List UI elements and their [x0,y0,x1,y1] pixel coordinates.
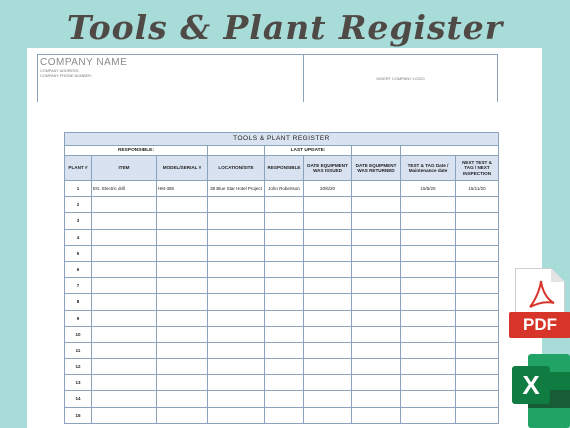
company-address: COMPANY ADDRESS: [40,69,80,73]
row-location[interactable] [208,197,265,213]
table-row [65,407,499,423]
table-row [65,326,499,342]
row-responsible[interactable] [265,375,304,391]
row-returned[interactable] [352,407,401,423]
row-plant-number: 11 [65,342,92,358]
row-item[interactable] [92,342,157,358]
table-row [65,181,499,197]
row-next-test[interactable] [456,342,499,358]
pdf-file-icon [515,268,565,318]
banner-title: Tools & Plant Register [66,8,504,47]
row-responsible[interactable] [265,359,304,375]
row-issued[interactable] [304,407,352,423]
row-model[interactable] [157,326,208,342]
row-item[interactable] [92,229,157,245]
row-model[interactable] [157,391,208,407]
row-item[interactable] [92,294,157,310]
row-plant-number: 2 [65,197,92,213]
row-test-tag[interactable] [401,342,456,358]
row-returned[interactable] [352,261,401,277]
row-next-test[interactable] [456,245,499,261]
row-issued[interactable] [304,197,352,213]
row-location[interactable] [208,359,265,375]
row-location[interactable] [208,375,265,391]
row-returned[interactable] [352,229,401,245]
table-row [65,294,499,310]
row-responsible[interactable] [265,294,304,310]
row-next-test[interactable] [456,278,499,294]
company-phone: COMPANY PHONE NUMBER: [40,74,92,78]
table-row [65,375,499,391]
col-header-location: LOCATION/SITE [208,156,265,181]
row-location[interactable]: 38 Blue Star Hotel Project [208,181,265,197]
row-returned[interactable] [352,213,401,229]
row-issued[interactable] [304,261,352,277]
row-plant-number: 8 [65,294,92,310]
table-row [65,310,499,326]
row-plant-number: 14 [65,391,92,407]
row-issued[interactable] [304,310,352,326]
row-next-test[interactable] [456,326,499,342]
row-next-test[interactable] [456,261,499,277]
row-plant-number: 1 [65,181,92,197]
row-test-tag[interactable] [401,229,456,245]
table-row [65,245,499,261]
col-header-model: MODEL/SERIAL # [157,156,208,181]
col-header-item: ITEM [92,156,157,181]
table-row [65,229,499,245]
row-plant-number: 15 [65,407,92,423]
row-location[interactable] [208,213,265,229]
row-location[interactable] [208,326,265,342]
row-model[interactable] [157,245,208,261]
row-location[interactable] [208,261,265,277]
row-model[interactable]: HM-385 [157,181,208,197]
row-item[interactable] [92,213,157,229]
row-model[interactable] [157,359,208,375]
row-issued[interactable] [304,229,352,245]
row-location[interactable] [208,229,265,245]
responsible-row [65,146,499,156]
company-logo-placeholder: INSERT COMPANY LOGO [376,76,425,81]
row-responsible[interactable] [265,213,304,229]
row-plant-number: 7 [65,278,92,294]
row-responsible[interactable] [265,326,304,342]
row-next-test[interactable] [456,359,499,375]
row-plant-number: 4 [65,229,92,245]
row-location[interactable] [208,310,265,326]
row-issued[interactable]: 20/6/20 [304,181,352,197]
table-row [65,197,499,213]
excel-file-icon: X [512,366,550,404]
row-plant-number: 10 [65,326,92,342]
row-issued[interactable] [304,278,352,294]
row-issued[interactable] [304,342,352,358]
table-row [65,278,499,294]
row-location[interactable] [208,294,265,310]
row-next-test[interactable] [456,375,499,391]
row-responsible[interactable] [265,197,304,213]
last-update-label: LAST UPDATE: [265,146,352,156]
row-model[interactable] [157,229,208,245]
row-returned[interactable] [352,342,401,358]
row-responsible[interactable] [265,261,304,277]
row-model[interactable] [157,197,208,213]
row-returned[interactable] [352,310,401,326]
row-responsible[interactable] [265,229,304,245]
company-info [38,55,304,102]
row-returned[interactable] [352,359,401,375]
row-item[interactable] [92,197,157,213]
register-title-row [65,133,499,146]
row-returned[interactable] [352,294,401,310]
row-plant-number: 3 [65,213,92,229]
col-header-issued: DATE EQUIPMENT WAS ISSUED [304,156,352,181]
row-issued[interactable] [304,391,352,407]
row-returned[interactable] [352,181,401,197]
row-model[interactable] [157,310,208,326]
row-issued[interactable] [304,359,352,375]
col-header-returned: DATE EQUIPMENT WAS RETURNED [352,156,401,181]
row-item[interactable] [92,310,157,326]
row-test-tag[interactable] [401,391,456,407]
row-test-tag[interactable] [401,278,456,294]
row-plant-number: 13 [65,375,92,391]
row-plant-number: 9 [65,310,92,326]
row-item[interactable]: EG. Electric drill [92,181,157,197]
responsible-label: RESPONSIBLE: [65,146,208,156]
row-responsible[interactable] [265,342,304,358]
row-model[interactable] [157,278,208,294]
register-title: TOOLS & PLANT REGISTER [65,133,499,146]
row-returned[interactable] [352,326,401,342]
row-next-test[interactable] [456,294,499,310]
row-next-test[interactable] [456,391,499,407]
row-model[interactable] [157,342,208,358]
table-row [65,391,499,407]
row-test-tag[interactable] [401,359,456,375]
row-item[interactable] [92,375,157,391]
row-responsible[interactable] [265,310,304,326]
row-model[interactable] [157,294,208,310]
row-responsible[interactable] [265,245,304,261]
table-row [65,359,499,375]
col-header-responsible: RESPONSIBLE [265,156,304,181]
row-responsible[interactable] [265,278,304,294]
row-plant-number: 6 [65,261,92,277]
row-item[interactable] [92,359,157,375]
row-location[interactable] [208,407,265,423]
row-next-test[interactable] [456,310,499,326]
row-next-test[interactable] [456,213,499,229]
row-test-tag[interactable] [401,326,456,342]
blank-cell [401,146,499,156]
company-name: COMPANY NAME [40,57,128,68]
row-issued[interactable] [304,245,352,261]
company-header [37,54,498,102]
row-item[interactable] [92,245,157,261]
row-responsible[interactable] [265,407,304,423]
row-item[interactable] [92,407,157,423]
row-plant-number: 12 [65,359,92,375]
row-issued[interactable] [304,375,352,391]
row-test-tag[interactable] [401,261,456,277]
row-item[interactable] [92,391,157,407]
register-table [64,132,499,424]
col-header-next-test: NEXT TEST & TAG / NEXT INSPECTION [456,156,499,181]
row-item[interactable] [92,326,157,342]
row-test-tag[interactable] [401,375,456,391]
row-next-test[interactable] [456,229,499,245]
row-returned[interactable] [352,391,401,407]
col-header-plant: PLANT # [65,156,92,181]
row-model[interactable] [157,261,208,277]
row-next-test[interactable] [456,407,499,423]
row-responsible[interactable] [265,391,304,407]
row-returned[interactable] [352,278,401,294]
row-issued[interactable] [304,326,352,342]
last-update-value[interactable] [352,146,401,156]
row-test-tag[interactable] [401,407,456,423]
table-row [65,261,499,277]
row-returned[interactable] [352,197,401,213]
table-row [65,213,499,229]
row-issued[interactable] [304,213,352,229]
row-location[interactable] [208,342,265,358]
row-location[interactable] [208,278,265,294]
row-next-test[interactable]: 15/11/20 [456,181,499,197]
column-header-row [65,156,499,181]
row-returned[interactable] [352,375,401,391]
row-returned[interactable] [352,245,401,261]
row-next-test[interactable] [456,197,499,213]
row-test-tag[interactable] [401,197,456,213]
row-model[interactable] [157,213,208,229]
col-header-test-tag: TEST & TAG Date / Maintenance date [401,156,456,181]
row-test-tag[interactable] [401,294,456,310]
row-item[interactable] [92,261,157,277]
row-issued[interactable] [304,294,352,310]
row-test-tag[interactable] [401,245,456,261]
row-responsible[interactable]: John Robertson [265,181,304,197]
row-location[interactable] [208,245,265,261]
table-row [65,342,499,358]
row-model[interactable] [157,375,208,391]
row-test-tag[interactable] [401,213,456,229]
row-model[interactable] [157,407,208,423]
row-plant-number: 5 [65,245,92,261]
row-test-tag[interactable]: 15/5/20 [401,181,456,197]
row-location[interactable] [208,391,265,407]
row-test-tag[interactable] [401,310,456,326]
row-item[interactable] [92,278,157,294]
responsible-value[interactable] [208,146,265,156]
pdf-badge: PDF [509,312,570,338]
